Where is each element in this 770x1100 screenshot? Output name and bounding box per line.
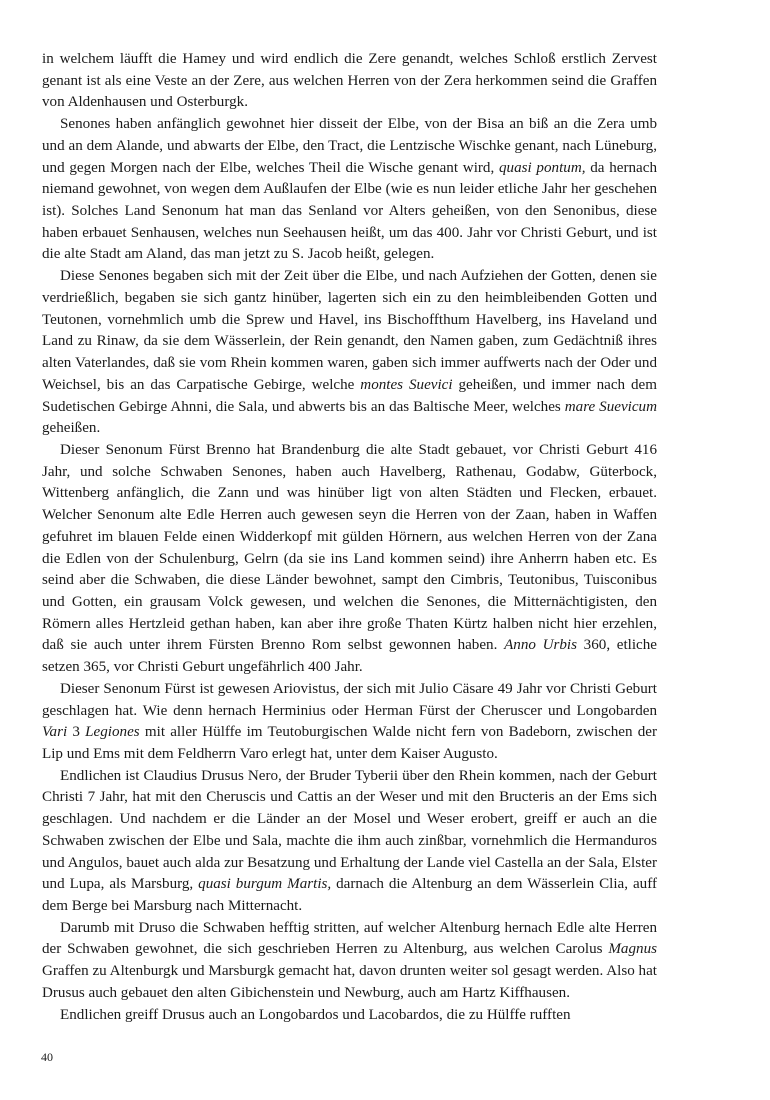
text-run: 3 [67,724,86,741]
italic-text: montes Suevici [360,376,453,393]
text-run: Senones haben anfänglich gewohnet hier disseit der Elbe, von der Bisa an biß an die Zera umb und an dem Alande, und abwarts der Elbe, den Tract, die Lentzische Wischke genant, nach Lüneburg, und gegen Morgen nach der Elbe, welches Theil die Wische genant wird, [42,116,657,176]
italic-text: Magnus [608,941,657,958]
paragraph [42,266,657,440]
text-run: Darumb mit Druso die Schwaben hefftig stritten, auf welcher Altenburg hernach Edle alte Herren der Schwaben gewohnet, die sich geschrieben Herren zu Altenburg, aus welchen Carolus [42,919,657,958]
text-run: Endlichen greiff Drusus auch an Longobardos und Lacobardos, die zu Hülffe rufften [60,1006,571,1023]
text-run: in welchem läufft die Hamey und wird endlich die Zere genandt, welches Schloß erstlich Zervest genant ist als eine Veste an der Zere, aus welchen Herren von der Zera herkommen seind die Graffen von Aldenhausen und Osterburgk. [42,51,657,111]
text-run: darnach die Altenburg an dem Wässerlein Clia, auff dem Berge bei Marsburg nach Mitternacht. [42,876,657,915]
italic-text: quasi burgum Martis, [198,876,332,893]
paragraph [42,918,657,1005]
page-number: 40 [41,1050,53,1064]
paragraph [42,49,657,114]
paragraph [42,766,657,918]
text-run: Endlichen ist Claudius Drusus Nero, der Bruder Tyberii über den Rhein kommen, nach der Geburt Christi 7 Jahr, hat mit den Cheruscis und Cattis an der Weser und mit den Bructeris an der Ems sich geschlagen. Und nachdem er die Länder an der Mosel und Weser erobert, greiff er auch an die Schwaben zwischen der Elbe und Sala, machte die ihm auch zinßbar, vornehmlich die Hermanduros und Angulos, bauet auch alda zur Besatzung und Erhaltung der Lande viel Castella an der Sala, Elster und Lupa, als Marsburg, [42,767,657,893]
italic-text: Vari [42,724,68,741]
text-run: 360, etliche setzen 365, vor Christi Geburt ungefährlich 400 Jahr. [42,637,658,676]
text-run: geheißen. [42,420,101,437]
italic-text: quasi pontum, [498,159,586,176]
italic-text: Legiones [85,724,140,741]
text-run: Diese Senones begaben sich mit der Zeit über die Elbe, und nach Aufziehen der Gotten, denen sie verdrießlich, begaben sie sich gantz hinüber, lagerten sich ein zu den heimbleibenden Gotten und Teutonen, vornehmlich umb die Sprew und Havel, ins Bischoffthum Havelberg, ins Haveland und Land zu Rinaw, da sie dem Wässerlein, der Rein genandt, den Namen gaben, zum Gedächtniß ihres alten Vaterlandes, daß sie vom Rhein kommen waren, gaben sich immer auffwerts nach der Oder und Weichsel, bis an das Carpatische Gebirge, welche [42,268,657,393]
page-body [42,49,657,1026]
text-run: Dieser Senonum Fürst Brenno hat Brandenburg die alte Stadt gebauet, vor Christi Geburt 416 Jahr, und solche Schwaben Senones, haben auch Havelberg, Rathenau, Godabw, Güterbock, Wittenberg anfänglich, die Zann und was hinüber ligt von alten Städten und Flecken, erbauet. Welcher Senonum alte Edle Herren auch gewesen seyn die Herren von der Zaan, haben in Waffen gefuhret im blauen Felde einen Widderkopf mit gülden Hörnern, aus welchen Herren von der Zana die Edlen von der Schulenburg, Gelrn (da sie ins Land kommen seind) ihre Anherrn haben etc. Es seind aber die Schwaben, die diese Länder bewohnet, sampt den Cimbris, Teutonibus, Tuisconibus und Gotten, ein grausam Volck gewesen, und welchen die Senones, die Mitternächtigisten, den Römern alles Hertzleid gethan haben, kan aber ihre große Thaten Kürtz halben nicht hier erzehlen, daß sie auch unter ihrem Fürsten Brenno Rom selbst gewonnen haben. [42,441,657,654]
text-run: mit aller Hülffe im Teutoburgischen Walde nicht fern von Badeborn, zwischen der Lip und Ems mit dem Feldherrn Varo erlegt hat, unter dem Kaiser Augusto. [42,724,657,762]
paragraph [42,440,657,679]
paragraph [42,679,657,766]
text-run: Dieser Senonum Fürst ist gewesen Ariovistus, der sich mit Julio Cäsare 49 Jahr vor Christi Geburt geschlagen hat. Wie denn hernach Herminius oder Herman Fürst der Cheruscer und Longobarden [42,680,657,719]
paragraph [42,1005,657,1027]
text-run: da hernach niemand gewohnet, von wegen dem Außlaufen der Elbe (wie es nun leider etliche Jahr her geschehen ist). Solches Land Senonum hat man das Senland vor Alters geheißen, von den Senonibus, diese haben erbauet Senhausen, welches nun Seehausen heißt, um das 400. Jahr vor Christi Geburt, und ist die alte Stadt am Aland, das man jetzt zu S. Jacob heißt, gelegen. [42,159,657,263]
text-run: geheißen, und immer nach dem Sudetischen Gebirge Ahnni, die Sala, und abwerts bis an das Baltische Meer, welches [42,376,657,415]
paragraph [42,114,657,266]
italic-text: mare Suevicum [564,398,657,415]
italic-text: Anno Urbis [504,637,577,654]
text-run: Graffen zu Altenburgk und Marsburgk gemacht hat, davon drunten weiter sol gesagt werden. Also hat Drusus auch gebauet den alten Gibichenstein und Newburg, auch am Hartz Kiffhausen. [42,963,657,1001]
